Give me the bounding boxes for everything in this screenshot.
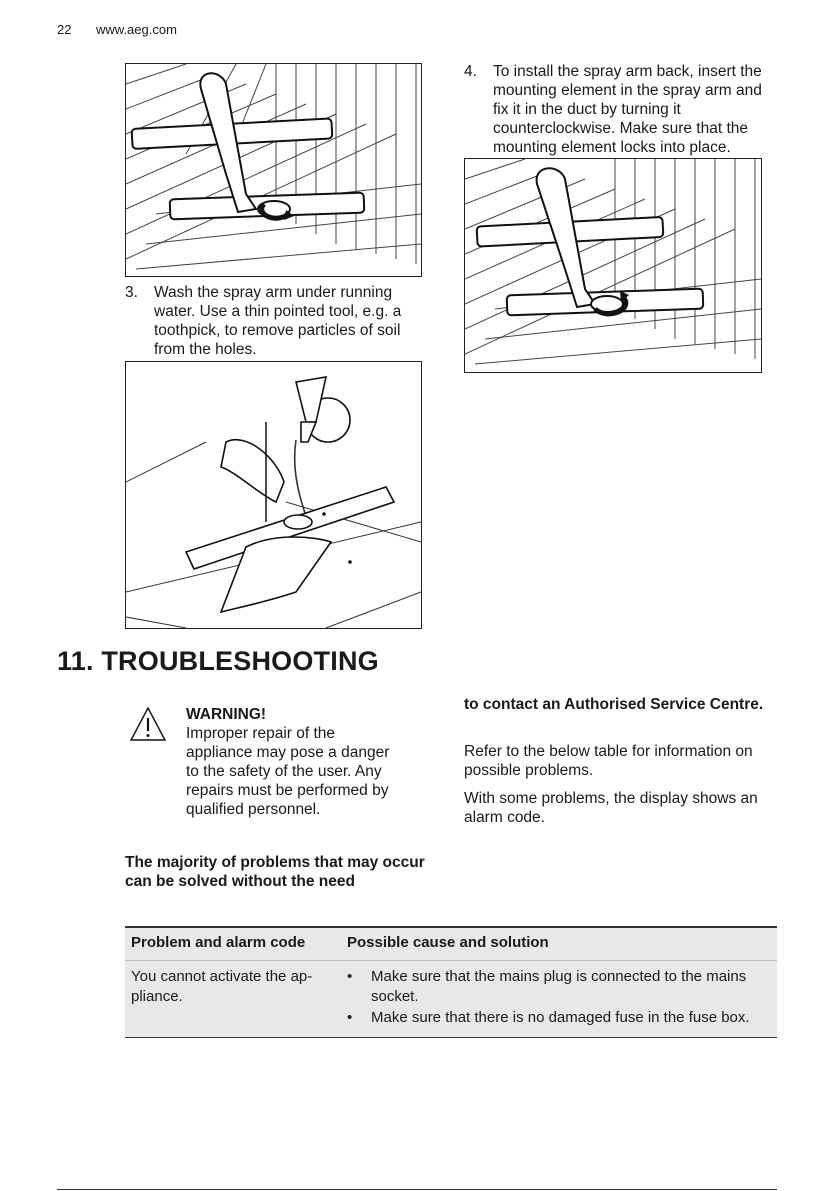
solution-text: Make sure that the mains plug is connected to the mains socket. <box>371 968 747 1005</box>
figure-wash-spray-arm <box>125 361 422 629</box>
solution-item <box>347 967 771 1007</box>
spray-arm-rack-illustration <box>126 64 421 276</box>
step-3-number: 3. <box>125 284 138 301</box>
warning-title: WARNING! <box>186 706 267 723</box>
wash-illustration <box>126 362 421 628</box>
intro-bold-part1: The majority of problems that may occur can be solved without the need <box>125 854 425 890</box>
step-4-number: 4. <box>464 63 477 80</box>
warning-triangle-icon <box>129 706 167 742</box>
intro-bold-part2: to contact an Authorised Service Centre. <box>464 696 764 713</box>
intro-para-2: With some problems, the display shows an alarm code. <box>464 790 758 826</box>
troubleshooting-table <box>125 926 777 1038</box>
footer-rule <box>57 1189 777 1190</box>
table-cell-problem <box>125 961 341 1038</box>
bullet-icon: • <box>347 1009 353 1026</box>
step-4 <box>464 62 784 157</box>
section-title: 11. TROUBLESHOOTING <box>57 646 379 676</box>
bullet-icon: • <box>347 968 353 985</box>
step-3-text: Wash the spray arm under running water. Use a thin pointed tool, e.g. a toothpick, to remove particles of soil from the holes. <box>154 284 402 358</box>
table-header-problem: Problem and alarm code <box>125 927 341 961</box>
solution-list <box>347 967 771 1028</box>
table-cell-solution <box>341 961 777 1038</box>
spray-arm-install-illustration <box>465 159 761 372</box>
table-row <box>125 961 777 1038</box>
solution-item <box>347 1008 771 1028</box>
page-number: 22 <box>57 22 72 37</box>
table-header-solution: Possible cause and solution <box>341 927 777 961</box>
warning-text: Improper repair of the appliance may pose a danger to the safety of the user. Any repairs must be performed by qualified personnel. <box>186 725 390 818</box>
warning-block <box>186 705 391 819</box>
step-4-text: To install the spray arm back, insert the mounting element in the spray arm and fix it in the duct by turning it counterclockwise. Make sure that the mounting element locks into place. <box>493 63 762 156</box>
figure-spray-arm-install <box>464 158 762 373</box>
intro-para-1: Refer to the below table for information on possible problems. <box>464 743 753 779</box>
solution-text: Make sure that there is no damaged fuse in the fuse box. <box>371 1009 750 1026</box>
table-header-row <box>125 927 777 961</box>
header-url: www.aeg.com <box>96 22 177 37</box>
problem-text: You cannot activate the ap-pliance. <box>131 968 313 1005</box>
step-3 <box>125 283 425 363</box>
figure-spray-arm-removal <box>125 63 422 277</box>
